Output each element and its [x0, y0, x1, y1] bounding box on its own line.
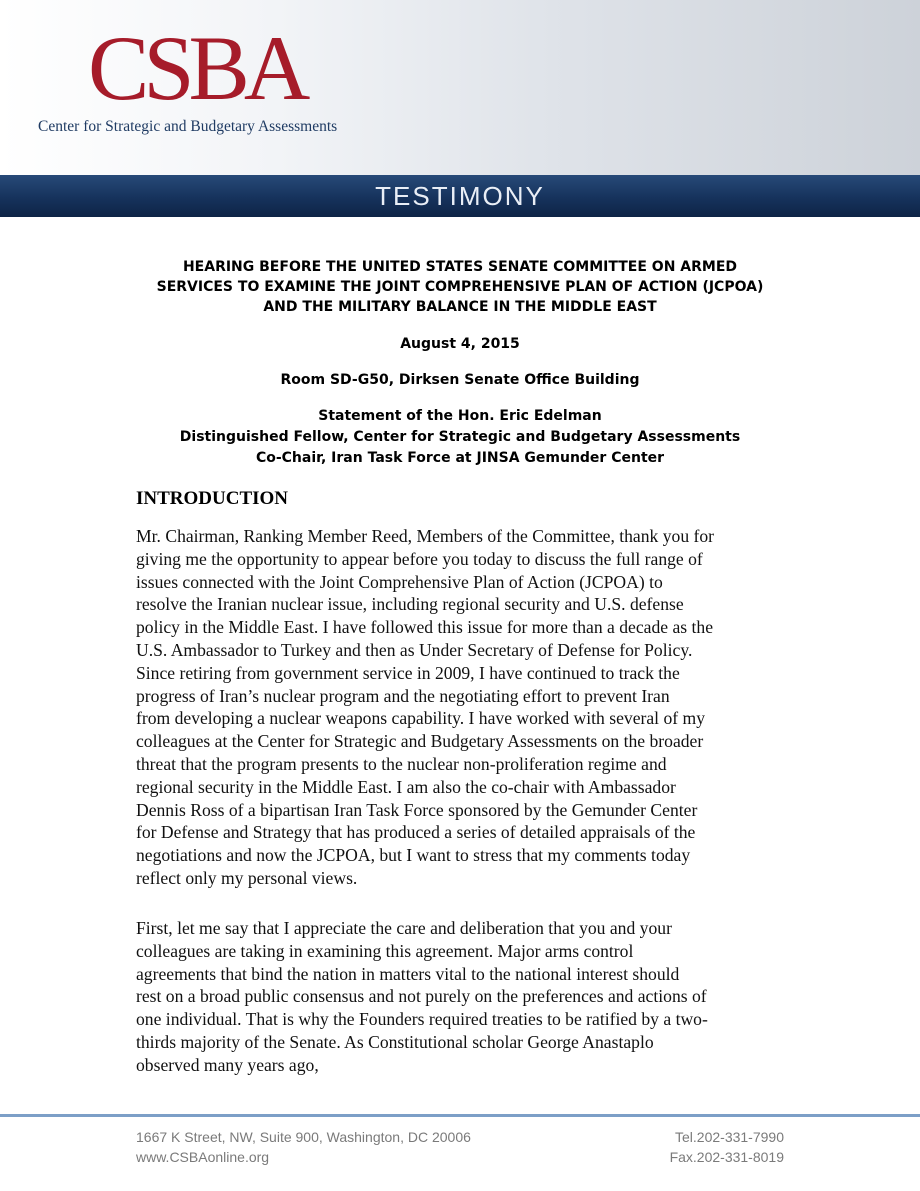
hearing-title-line: HEARING BEFORE THE UNITED STATES SENATE COMMITTEE ON ARMED: [182, 259, 738, 275]
text-line: agreements that bind the nation in matters vital to the national interest should: [136, 963, 680, 984]
text-line: colleagues at the Center for Strategic and Budgetary Assessments on the broader: [136, 731, 704, 752]
text-line: colleagues are taking in examining this agreement. Major arms control: [136, 940, 634, 961]
text-line: policy in the Middle East. I have followed this issue for more than a decade as the: [136, 617, 714, 638]
text-line: progress of Iran’s nuclear program and the negotiating effort to prevent Iran: [136, 685, 670, 706]
footer-tel: Tel.202-331-7990: [675, 1129, 784, 1145]
hearing-title-line: SERVICES TO EXAMINE THE JOINT COMPREHENSIVE PLAN OF ACTION (JCPOA): [156, 279, 764, 295]
text-line: negotiations and now the JCPOA, but I want to stress that my comments today: [136, 845, 691, 866]
hearing-date: August 4, 2015: [400, 336, 520, 352]
testimony-banner: [0, 175, 920, 217]
text-line: reflect only my personal views.: [136, 867, 358, 888]
hearing-location: Room SD-G50, Dirksen Senate Office Building: [280, 372, 640, 388]
footer-phone: [670, 1127, 784, 1167]
text-line: observed many years ago,: [136, 1054, 319, 1075]
text-line: regional security in the Middle East. I am also the co-chair with Ambassador: [136, 776, 676, 797]
text-line: Mr. Chairman, Ranking Member Reed, Members of the Committee, thank you for: [136, 526, 715, 546]
hearing-title-line: AND THE MILITARY BALANCE IN THE MIDDLE EAST: [263, 299, 657, 315]
text-line: for Defense and Strategy that has produced a series of detailed appraisals of the: [136, 822, 696, 843]
body-paragraph: [136, 917, 796, 1077]
statement-author: Statement of the Hon. Eric Edelman: [318, 408, 602, 424]
text-line: First, let me say that I appreciate the care and deliberation that you and your: [136, 918, 672, 938]
text-line: U.S. Ambassador to Turkey and then as Under Secretary of Defense for Policy.: [136, 639, 693, 660]
banner-title: TESTIMONY: [375, 181, 545, 211]
footer-fax: Fax.202-331-8019: [669, 1149, 784, 1165]
text-line: from developing a nuclear weapons capability. I have worked with several of my: [136, 708, 705, 729]
text-line: one individual. That is why the Founders required treaties to be ratified by a two-: [136, 1009, 708, 1030]
text-line: issues connected with the Joint Comprehensive Plan of Action (JCPOA) to: [136, 571, 663, 592]
text-line: threat that the program presents to the nuclear non-proliferation regime and: [136, 753, 667, 774]
csba-logo: CSBA: [88, 17, 305, 119]
footer-contact: [136, 1127, 471, 1167]
footer-address: 1667 K Street, NW, Suite 900, Washington, DC 20006: [136, 1129, 471, 1145]
text-line: resolve the Iranian nuclear issue, including regional security and U.S. defense: [136, 594, 684, 615]
text-line: rest on a broad public consensus and not purely on the preferences and actions of: [136, 986, 707, 1007]
letterhead-header: [0, 0, 920, 175]
footer-website: www.CSBAonline.org: [136, 1149, 270, 1165]
text-line: Dennis Ross of a bipartisan Iran Task Force sponsored by the Gemunder Center: [136, 799, 698, 820]
section-heading: INTRODUCTION: [136, 488, 289, 509]
text-line: giving me the opportunity to appear before you today to discuss the full range of: [136, 548, 703, 569]
text-line: Since retiring from government service in 2009, I have continued to track the: [136, 662, 680, 683]
organization-name: Center for Strategic and Budgetary Assessments: [38, 118, 338, 135]
body-paragraph: [136, 525, 796, 890]
hearing-title: [100, 257, 820, 317]
text-line: thirds majority of the Senate. As Constitutional scholar George Anastaplo: [136, 1031, 654, 1052]
footer-divider: [0, 1114, 920, 1117]
statement-affiliation: Distinguished Fellow, Center for Strategic and Budgetary Assessments: [179, 429, 741, 445]
statement-affiliation: Co-Chair, Iran Task Force at JINSA Gemunder Center: [255, 450, 665, 466]
